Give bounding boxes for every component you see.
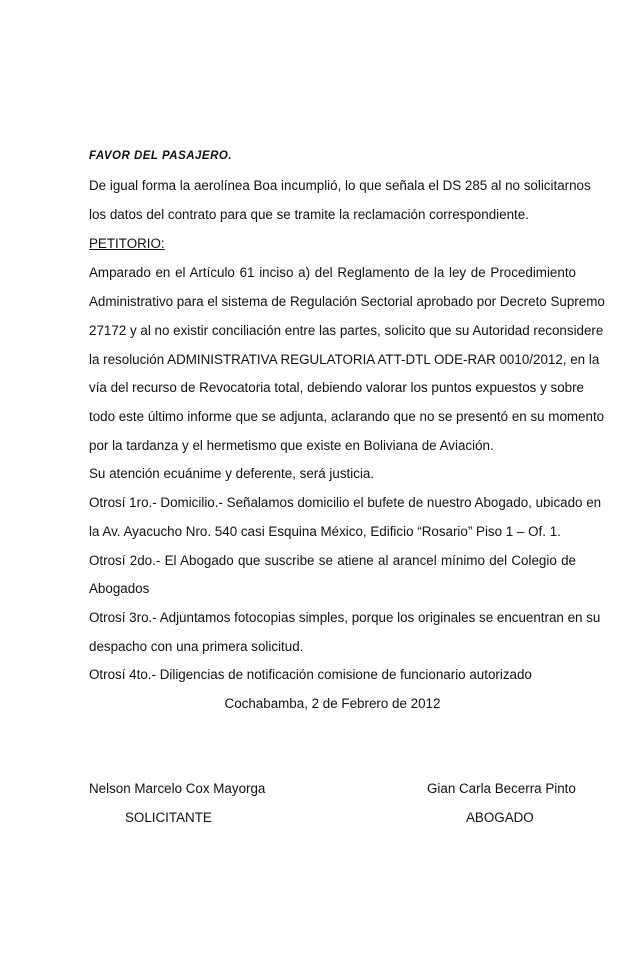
otrosi-3-line-2: despacho con una primera solicitud. xyxy=(89,639,304,654)
signature-right-name: Gian Carla Becerra Pinto xyxy=(427,781,576,796)
petitorio-title-text: PETITORIO: xyxy=(89,236,165,251)
otrosi-2-line-2: Abogados xyxy=(89,581,150,596)
petitorio-line-6: todo este último informe que se adjunta, aclarando que no se presentó en su momento xyxy=(89,409,605,424)
signature-left-role: SOLICITANTE xyxy=(125,810,212,825)
otrosi-2-line-1: Otrosí 2do.- El Abogado que suscribe se atiene al arancel mínimo del Colegio de xyxy=(89,553,576,568)
closing-line: Su atención ecuánime y deferente, será justicia. xyxy=(89,466,375,481)
petitorio-line-4: la resolución ADMINISTRATIVA REGULATORIA ATT-DTL ODE-RAR 0010/2012, en la xyxy=(89,352,600,367)
intro-line-2: los datos del contrato para que se tramite la reclamación correspondiente. xyxy=(89,207,529,222)
intro-line-1: De igual forma la aerolínea Boa incumplió, lo que señala el DS 285 al no solicitarnos xyxy=(89,178,591,193)
petitorio-title xyxy=(89,236,576,252)
signature-left-name: Nelson Marcelo Cox Mayorga xyxy=(89,781,266,796)
petitorio-line-3: 27172 y al no existir conciliación entre las partes, solicito que su Autoridad reconsidere xyxy=(89,323,604,338)
petitorio-line-5: vía del recurso de Revocatoria total, debiendo valorar los puntos expuestos y sobre xyxy=(89,380,584,395)
petitorio-line-7: por la tardanza y el hermetismo que existe en Boliviana de Aviación. xyxy=(89,438,494,453)
place-date: Cochabamba, 2 de Febrero de 2012 xyxy=(224,696,441,711)
otrosi-1-line-1: Otrosí 1ro.- Domicilio.- Señalamos domicilio el bufete de nuestro Abogado, ubicado en xyxy=(89,495,602,510)
otrosi-1-line-2: la Av. Ayacucho Nro. 540 casi Esquina México, Edificio “Rosario” Piso 1 – Of. 1. xyxy=(89,524,561,539)
petitorio-line-1: Amparado en el Artículo 61 inciso a) del Reglamento de la ley de Procedimiento xyxy=(89,265,576,280)
otrosi-3-line-1: Otrosí 3ro.- Adjuntamos fotocopias simples, porque los originales se encuentran en su xyxy=(89,610,601,625)
petitorio-line-2: Administrativo para el sistema de Regulación Sectorial aprobado por Decreto Supremo xyxy=(89,294,605,309)
otrosi-4-line: Otrosí 4to.- Diligencias de notificación comisione de funcionario autorizado xyxy=(89,667,532,682)
signature-right-role: ABOGADO xyxy=(466,810,534,825)
section-heading: FAVOR DEL PASAJERO. xyxy=(89,150,233,162)
